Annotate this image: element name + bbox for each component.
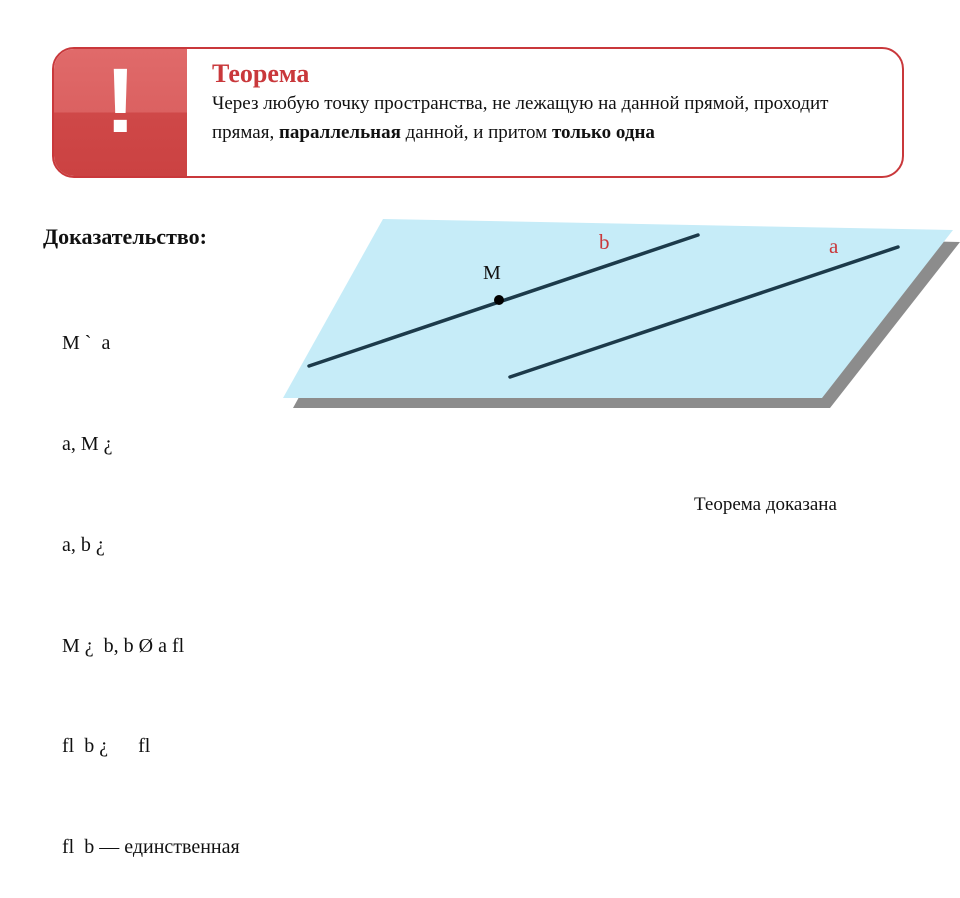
proof-line: a, M ¿ bbox=[62, 432, 113, 455]
exclamation-icon: ! bbox=[105, 50, 136, 152]
proof-line: M ` a bbox=[62, 332, 111, 355]
theorem-emphasis-parallel: параллельная bbox=[278, 122, 401, 143]
proof-title: Доказательство: bbox=[43, 224, 207, 249]
point-m bbox=[494, 295, 504, 305]
line-b-label: b bbox=[599, 230, 610, 254]
theorem-title: Теорема bbox=[212, 59, 310, 88]
theorem-text-part: данной, и притом bbox=[400, 122, 552, 143]
proof-line: M ¿ b, b Ø a fl bbox=[62, 634, 185, 657]
proof-line: a, b ¿ bbox=[62, 533, 105, 556]
proof-line: fl b — единственная bbox=[62, 836, 240, 859]
theorem-text-part: Через любую точку пространства, не лежащую на данной прямой, проходит прямая, bbox=[212, 93, 829, 143]
proof-line: fl b ¿ fl bbox=[62, 735, 151, 758]
point-m-label: M bbox=[483, 262, 501, 284]
theorem-emphasis-only-one: только одна bbox=[551, 122, 655, 143]
line-a-label: a bbox=[829, 234, 839, 258]
conclusion-text: Теорема доказана bbox=[694, 494, 837, 515]
